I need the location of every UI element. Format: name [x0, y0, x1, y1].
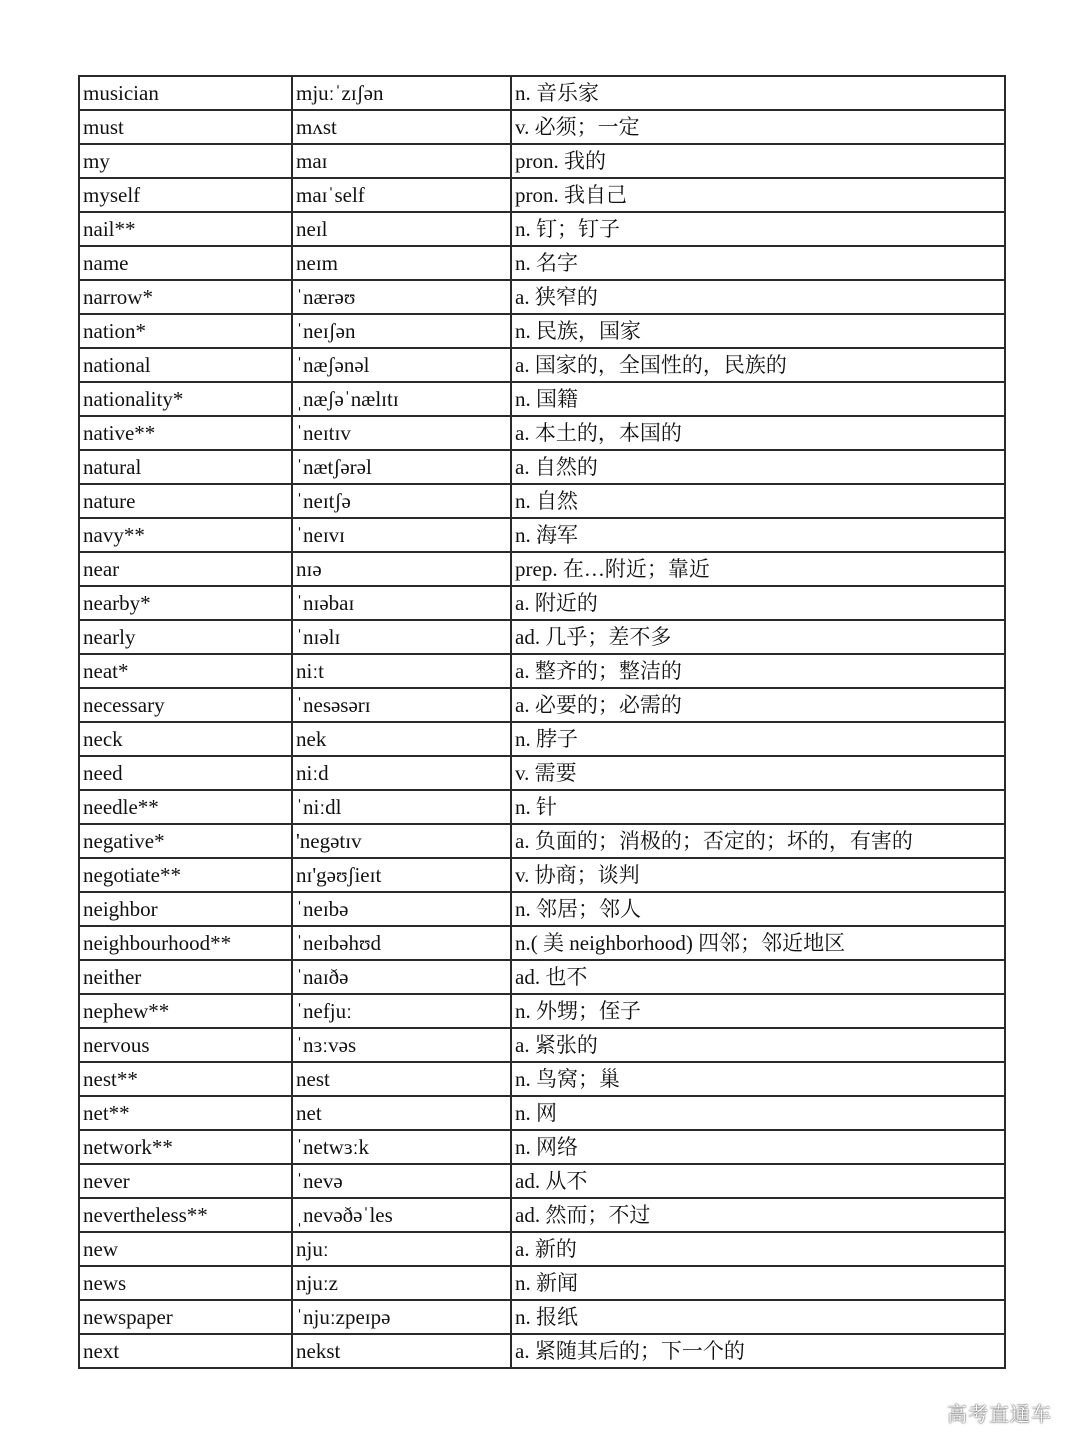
- word-cell: negotiate**: [79, 858, 292, 892]
- word-cell: nationality*: [79, 382, 292, 416]
- word-cell: negative*: [79, 824, 292, 858]
- meaning-cell: n. 音乐家: [511, 76, 1005, 110]
- table-row: [79, 144, 1005, 178]
- phonetic-cell: ˈnætʃərəl: [292, 450, 511, 484]
- word-cell: news: [79, 1266, 292, 1300]
- phonetic-cell: ˈneɪtʃə: [292, 484, 511, 518]
- meaning-cell: ad. 几乎；差不多: [511, 620, 1005, 654]
- word-cell: next: [79, 1334, 292, 1368]
- table-row: [79, 926, 1005, 960]
- word-cell: nature: [79, 484, 292, 518]
- table-row: [79, 178, 1005, 212]
- table-row: [79, 314, 1005, 348]
- word-cell: nevertheless**: [79, 1198, 292, 1232]
- meaning-cell: n. 网络: [511, 1130, 1005, 1164]
- phonetic-cell: mʌst: [292, 110, 511, 144]
- meaning-cell: a. 整齐的；整洁的: [511, 654, 1005, 688]
- table-row: [79, 1028, 1005, 1062]
- table-row: [79, 1334, 1005, 1368]
- word-cell: name: [79, 246, 292, 280]
- table-row: [79, 348, 1005, 382]
- phonetic-cell: ˈneɪʃən: [292, 314, 511, 348]
- phonetic-cell: ˈnɪəlɪ: [292, 620, 511, 654]
- phonetic-cell: njuː: [292, 1232, 511, 1266]
- phonetic-cell: ˈnæʃənəl: [292, 348, 511, 382]
- meaning-cell: n. 新闻: [511, 1266, 1005, 1300]
- meaning-cell: n. 网: [511, 1096, 1005, 1130]
- table-row: [79, 620, 1005, 654]
- word-cell: must: [79, 110, 292, 144]
- phonetic-cell: ˈneɪbə: [292, 892, 511, 926]
- table-row: [79, 552, 1005, 586]
- word-cell: nation*: [79, 314, 292, 348]
- table-row: [79, 1300, 1005, 1334]
- phonetic-cell: maɪ: [292, 144, 511, 178]
- word-cell: nearly: [79, 620, 292, 654]
- phonetic-cell: nɪə: [292, 552, 511, 586]
- meaning-cell: n. 脖子: [511, 722, 1005, 756]
- meaning-cell: a. 新的: [511, 1232, 1005, 1266]
- phonetic-cell: mjuːˈzɪʃən: [292, 76, 511, 110]
- table-row: [79, 280, 1005, 314]
- word-cell: nearby*: [79, 586, 292, 620]
- phonetic-cell: ˈnɪəbaɪ: [292, 586, 511, 620]
- table-row: [79, 1096, 1005, 1130]
- phonetic-cell: neɪl: [292, 212, 511, 246]
- phonetic-cell: njuːz: [292, 1266, 511, 1300]
- word-cell: nest**: [79, 1062, 292, 1096]
- phonetic-cell: maɪˈself: [292, 178, 511, 212]
- meaning-cell: n. 海军: [511, 518, 1005, 552]
- phonetic-cell: ˈnetwɜːk: [292, 1130, 511, 1164]
- table-row: [79, 688, 1005, 722]
- word-cell: new: [79, 1232, 292, 1266]
- word-cell: neighbor: [79, 892, 292, 926]
- word-cell: neither: [79, 960, 292, 994]
- word-cell: nervous: [79, 1028, 292, 1062]
- meaning-cell: a. 附近的: [511, 586, 1005, 620]
- table-row: [79, 416, 1005, 450]
- word-cell: native**: [79, 416, 292, 450]
- phonetic-cell: ˈnjuːzpeɪpə: [292, 1300, 511, 1334]
- table-row: [79, 450, 1005, 484]
- meaning-cell: prep. 在…附近；靠近: [511, 552, 1005, 586]
- phonetic-cell: nek: [292, 722, 511, 756]
- table-row: [79, 382, 1005, 416]
- word-cell: navy**: [79, 518, 292, 552]
- table-row: [79, 994, 1005, 1028]
- table-row: [79, 246, 1005, 280]
- word-cell: necessary: [79, 688, 292, 722]
- word-cell: near: [79, 552, 292, 586]
- phonetic-cell: nekst: [292, 1334, 511, 1368]
- meaning-cell: a. 本土的，本国的: [511, 416, 1005, 450]
- table-row: [79, 110, 1005, 144]
- meaning-cell: ad. 然而；不过: [511, 1198, 1005, 1232]
- word-cell: neat*: [79, 654, 292, 688]
- word-cell: never: [79, 1164, 292, 1198]
- table-row: [79, 76, 1005, 110]
- word-cell: nail**: [79, 212, 292, 246]
- meaning-cell: a. 自然的: [511, 450, 1005, 484]
- meaning-cell: n. 报纸: [511, 1300, 1005, 1334]
- meaning-cell: v. 必须；一定: [511, 110, 1005, 144]
- word-cell: nephew**: [79, 994, 292, 1028]
- meaning-cell: a. 狭窄的: [511, 280, 1005, 314]
- meaning-cell: a. 紧张的: [511, 1028, 1005, 1062]
- phonetic-cell: ˌnevəðəˈles: [292, 1198, 511, 1232]
- word-cell: my: [79, 144, 292, 178]
- table-row: [79, 892, 1005, 926]
- table-row: [79, 858, 1005, 892]
- word-cell: network**: [79, 1130, 292, 1164]
- table-row: [79, 1198, 1005, 1232]
- phonetic-cell: ˈnærəʊ: [292, 280, 511, 314]
- phonetic-cell: ˈnɜːvəs: [292, 1028, 511, 1062]
- word-cell: myself: [79, 178, 292, 212]
- meaning-cell: n. 邻居；邻人: [511, 892, 1005, 926]
- table-row: [79, 212, 1005, 246]
- meaning-cell: n. 钉；钉子: [511, 212, 1005, 246]
- meaning-cell: n.( 美 neighborhood) 四邻；邻近地区: [511, 926, 1005, 960]
- table-row: [79, 1266, 1005, 1300]
- phonetic-cell: ˈnesəsərɪ: [292, 688, 511, 722]
- phonetic-cell: net: [292, 1096, 511, 1130]
- table-row: [79, 654, 1005, 688]
- meaning-cell: pron. 我自己: [511, 178, 1005, 212]
- meaning-cell: n. 鸟窝；巢: [511, 1062, 1005, 1096]
- meaning-cell: pron. 我的: [511, 144, 1005, 178]
- meaning-cell: n. 自然: [511, 484, 1005, 518]
- word-cell: musician: [79, 76, 292, 110]
- meaning-cell: a. 必要的；必需的: [511, 688, 1005, 722]
- word-cell: national: [79, 348, 292, 382]
- table-row: [79, 790, 1005, 824]
- phonetic-cell: nɪ'gəʊʃieɪt: [292, 858, 511, 892]
- meaning-cell: n. 名字: [511, 246, 1005, 280]
- vocabulary-table-body: [79, 76, 1005, 1368]
- meaning-cell: ad. 也不: [511, 960, 1005, 994]
- meaning-cell: a. 国家的，全国性的，民族的: [511, 348, 1005, 382]
- table-row: [79, 960, 1005, 994]
- meaning-cell: n. 针: [511, 790, 1005, 824]
- table-row: [79, 1130, 1005, 1164]
- phonetic-cell: niːd: [292, 756, 511, 790]
- phonetic-cell: ˈneɪtɪv: [292, 416, 511, 450]
- word-cell: narrow*: [79, 280, 292, 314]
- meaning-cell: n. 外甥；侄子: [511, 994, 1005, 1028]
- word-cell: neighbourhood**: [79, 926, 292, 960]
- vocabulary-table: [78, 75, 1006, 1369]
- phonetic-cell: ˌnæʃəˈnælɪtɪ: [292, 382, 511, 416]
- phonetic-cell: ˈnevə: [292, 1164, 511, 1198]
- table-row: [79, 518, 1005, 552]
- table-row: [79, 586, 1005, 620]
- watermark: 高考直通车: [947, 1402, 1052, 1426]
- phonetic-cell: ˈniːdl: [292, 790, 511, 824]
- table-row: [79, 1164, 1005, 1198]
- phonetic-cell: ˈneɪvɪ: [292, 518, 511, 552]
- meaning-cell: a. 紧随其后的；下一个的: [511, 1334, 1005, 1368]
- meaning-cell: v. 需要: [511, 756, 1005, 790]
- phonetic-cell: ˈnefjuː: [292, 994, 511, 1028]
- phonetic-cell: neɪm: [292, 246, 511, 280]
- meaning-cell: ad. 从不: [511, 1164, 1005, 1198]
- meaning-cell: v. 协商；谈判: [511, 858, 1005, 892]
- phonetic-cell: ˈneɪbəhʊd: [292, 926, 511, 960]
- meaning-cell: n. 民族，国家: [511, 314, 1005, 348]
- phonetic-cell: 'negətɪv: [292, 824, 511, 858]
- phonetic-cell: niːt: [292, 654, 511, 688]
- table-row: [79, 1062, 1005, 1096]
- meaning-cell: n. 国籍: [511, 382, 1005, 416]
- word-cell: newspaper: [79, 1300, 292, 1334]
- meaning-cell: a. 负面的；消极的；否定的；坏的，有害的: [511, 824, 1005, 858]
- word-cell: neck: [79, 722, 292, 756]
- word-cell: net**: [79, 1096, 292, 1130]
- table-row: [79, 484, 1005, 518]
- word-cell: needle**: [79, 790, 292, 824]
- phonetic-cell: ˈnaɪðə: [292, 960, 511, 994]
- table-row: [79, 756, 1005, 790]
- phonetic-cell: nest: [292, 1062, 511, 1096]
- word-cell: need: [79, 756, 292, 790]
- word-cell: natural: [79, 450, 292, 484]
- table-row: [79, 1232, 1005, 1266]
- table-row: [79, 824, 1005, 858]
- table-row: [79, 722, 1005, 756]
